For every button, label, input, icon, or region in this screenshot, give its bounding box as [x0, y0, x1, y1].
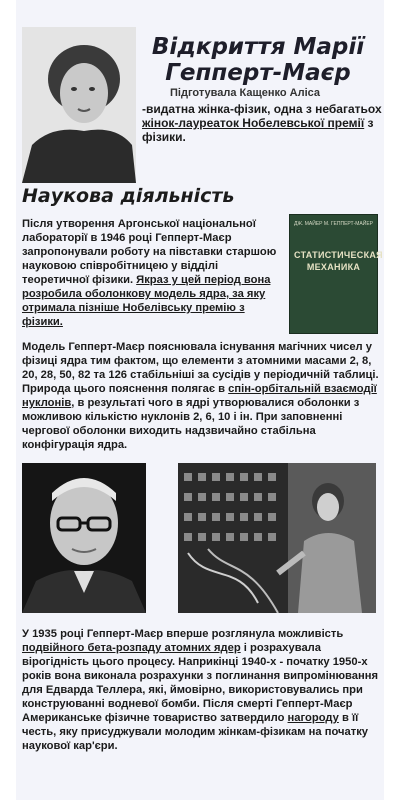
author-credit: Підготувала Кащенко Аліса [170, 87, 321, 99]
computer-panel-image [178, 463, 376, 613]
book-title: СТАТИСТИЧЕСКАЯ МЕХАНИКА [294, 250, 383, 272]
p2-text-b: , в результаті чого в ядрі утворювалися оболонки з можливою кількістю нуклонів 2, 6, 10 і ін. При заповненні чергової оболонки виходить надзвичайно стабільна конфігурація ядра. [22, 397, 360, 451]
p3-text-a: У 1935 році Гепперт-Маєр вперше розглянула можливість [22, 628, 344, 640]
intro-post: з фізики. [142, 116, 374, 144]
award-link[interactable]: нагороду [287, 712, 339, 724]
section-heading: Наукова діяльність [22, 185, 235, 207]
computer-photo [178, 463, 376, 613]
paragraph-later-work [22, 627, 380, 753]
intro-text [142, 102, 382, 144]
intro-pre: -видатна жінка-фізик, одна з небагатьох [142, 102, 382, 116]
nobel-women-link[interactable]: жінок-лауреаток Нобелевської премії [142, 116, 365, 130]
man-portrait-image [22, 463, 146, 613]
paragraph-argonne [22, 217, 284, 329]
page-title: Відкриття Марії Гепперт-Маєр [151, 34, 365, 86]
book-authors: ДЖ. МАЙЕР М. ГЕППЕРТ-МАЙЕР [293, 221, 374, 227]
left-margin [0, 0, 16, 800]
p2-text-a: Модель Гепперт-Маєр пояснювала існування магічних чисел у фізиці ядра тим фактом, що елементи з атомними масами 2, 8, 20, 28, 50, 82 та 126 стабільніші за сусідів у періодичній таблиці. Природа цього пояснення полягає в [22, 341, 379, 395]
teller-photo [22, 463, 146, 613]
paragraph-magic-numbers [22, 340, 380, 452]
shell-model-link[interactable]: Якраз у цей період вона розробила оболонкову модель ядра, за яку отримала пізніше Нобелівську премію з фізики. [22, 274, 271, 328]
spin-orbit-link[interactable]: спін-орбітальній взаємодії нуклонів [22, 383, 377, 409]
p1-text: Після утворення Аргонської національної лабораторії в 1946 році Гепперт-Маєр запропонували роботу на півставки старшою науковою співробітницею у відділі теоретичної фізики. [22, 218, 277, 286]
p3-text-c: в її честь, яку присуджували молодим жінкам-фізикам на початку наукової кар'єри. [22, 712, 369, 752]
p3-text-b: і розрахувала вірогідність цього процесу. Наприкінці 1940-х - початку 1950-х років вона виконала розрахунки з поглинання випромінювання для Едварда Теллера, які, ймовірно, використовувались при конструюванні водневої бомби. Після смерті Гепперт-Маєр Американське фізичне товариство затвердило [22, 642, 379, 724]
right-margin [384, 0, 400, 800]
book-cover [289, 214, 383, 334]
double-beta-decay-link[interactable]: подвійного бета-розпаду атомних ядер [22, 642, 241, 654]
